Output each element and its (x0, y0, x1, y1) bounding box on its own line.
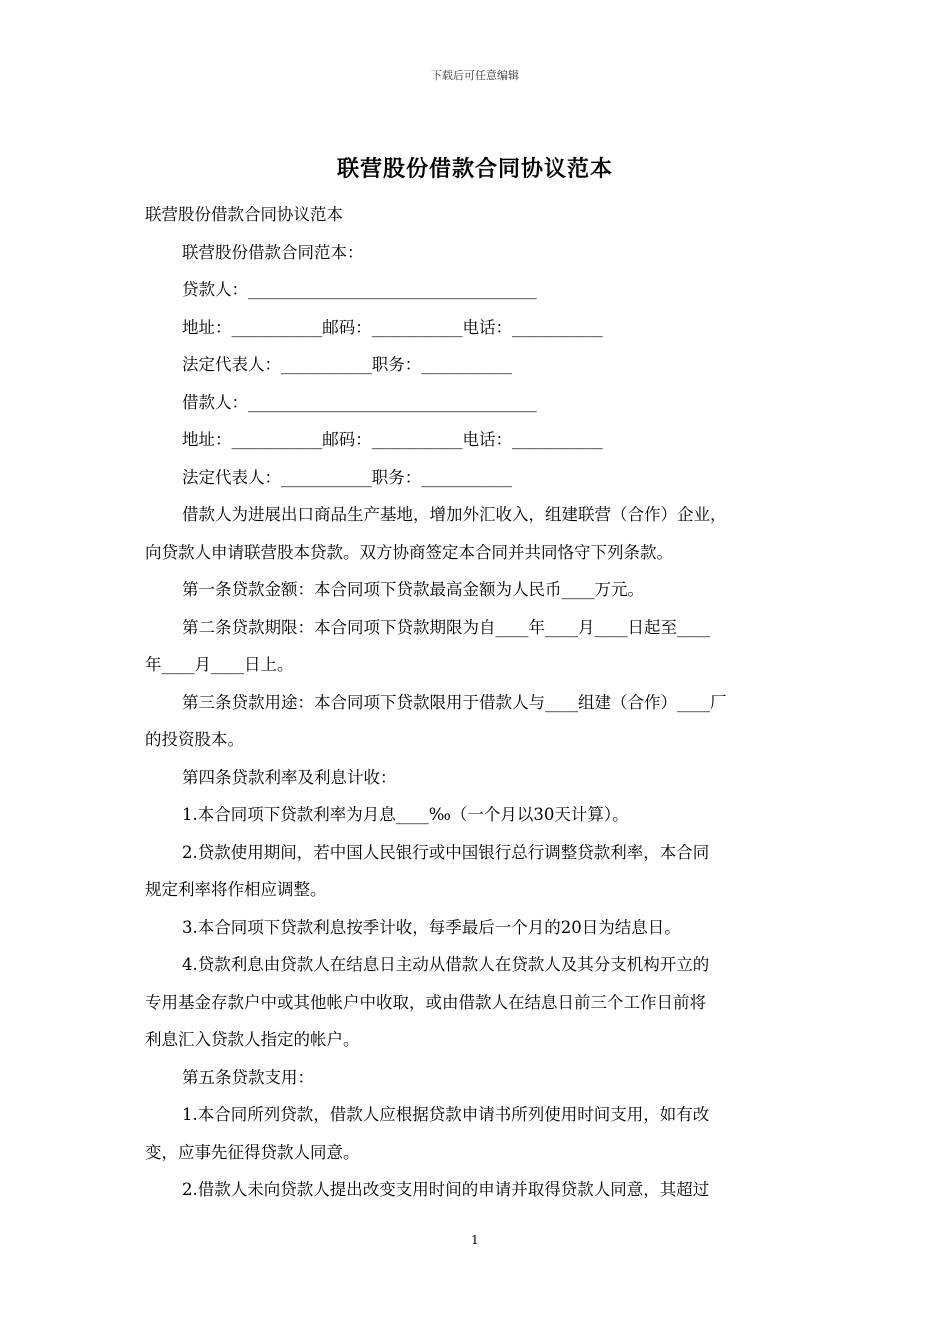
body-line: 的投资股本。 (145, 730, 244, 749)
lender-address-field: 地址：___________邮码：___________电话：___________ (182, 317, 603, 337)
body-line: 联营股份借款合同范本： (182, 242, 364, 262)
body-line: 年____月____日上。 (145, 655, 294, 674)
lender-representative-field: 法定代表人：___________职务：___________ (182, 355, 512, 374)
page-number: 1 (471, 1233, 479, 1247)
body-line: 2.借款人未向贷款人提出改变支用时间的申请并取得贷款人同意，其超过 (182, 1180, 710, 1199)
body-line: 2.贷款使用期间，若中国人民银行或中国银行总行调整贷款利率，本合同 (182, 842, 710, 862)
body-line: 借款人为进展出口商品生产基地，增加外汇收入，组建联营（合作）企业， (182, 505, 727, 524)
clause-heading: 第五条贷款支用： (182, 1067, 314, 1087)
body-line: 3.本合同项下贷款利息按季计收，每季最后一个月的20日为结息日。 (182, 917, 681, 937)
body-line: 变，应事先征得贷款人同意。 (145, 1142, 360, 1162)
clause-heading: 第四条贷款利率及利息计收： (182, 767, 397, 787)
document-body (145, 196, 807, 1209)
borrower-address-field: 地址：___________邮码：___________电话：___________ (182, 430, 603, 449)
body-line: 1.本合同所列贷款，借款人应根据贷款申请书所列使用时间支用，如有改 (182, 1105, 710, 1124)
body-line: 专用基金存款户中或其他帐户中收取，或由借款人在结息日前三个工作日前将 (145, 992, 706, 1012)
header-note: 下载后可任意编辑 (431, 69, 519, 82)
clause-heading: 第一条贷款金额：本合同项下贷款最高金额为人民币____万元。 (182, 580, 644, 599)
borrower-representative-field: 法定代表人：___________职务：___________ (182, 467, 512, 487)
body-line: 1.本合同项下贷款利率为月息____‰（一个月以30天计算）。 (182, 805, 629, 824)
clause-heading: 第二条贷款期限：本合同项下贷款期限为自____年____月____日起至____ (182, 617, 710, 637)
body-line: 联营股份借款合同协议范本 (145, 205, 343, 224)
body-line: 利息汇入贷款人指定的帐户。 (145, 1030, 360, 1049)
borrower-name-field: 借款人：___________________________________ (182, 392, 537, 412)
clause-heading: 第三条贷款用途：本合同项下贷款限用于借款人与____组建（合作）____厂 (182, 692, 727, 712)
document-title: 联营股份借款合同协议范本 (336, 156, 613, 182)
body-line: 规定利率将作相应调整。 (145, 880, 327, 899)
lender-name-field: 贷款人：___________________________________ (182, 280, 537, 299)
body-line: 向贷款人申请联营股本贷款。双方协商签定本合同并共同恪守下列条款。 (145, 542, 673, 562)
body-line: 4.贷款利息由贷款人在结息日主动从借款人在贷款人及其分支机构开立的 (182, 955, 710, 974)
